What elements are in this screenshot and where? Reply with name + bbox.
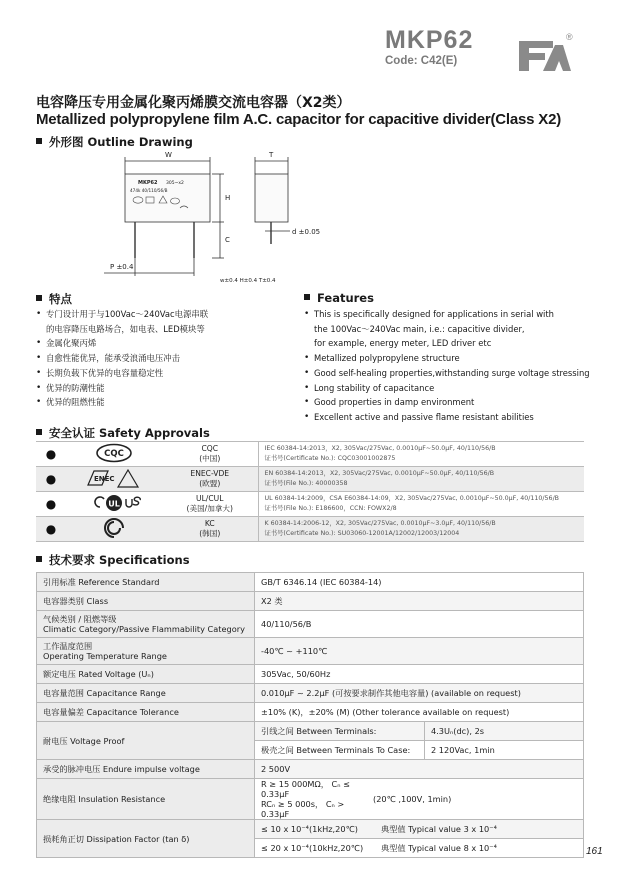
- label-w: W: [165, 151, 172, 159]
- spec-key: 工作温度范围 Operating Temperature Range: [37, 638, 255, 665]
- bullet-square-icon: [36, 429, 42, 435]
- features-cn-list: [36, 307, 208, 410]
- table-row: [37, 638, 584, 665]
- spec-value: ≤ 10 x 10⁻⁴(1kHz,20℃) 典型值 Typical value 3 x 10⁻⁴: [255, 820, 584, 839]
- enec-mark-icon: [66, 467, 162, 492]
- bullet-square-icon: [304, 294, 310, 300]
- company-logo: [519, 31, 575, 71]
- spec-value: -40℃ ~ +110℃: [255, 638, 584, 665]
- spec-value: 2 120Vac, 1min: [425, 741, 584, 760]
- spec-value: ±10% (K)，±20% (M) (Other tolerance available on request): [255, 703, 584, 722]
- table-row: [36, 517, 584, 542]
- spec-key: 耐电压 Voltage Proof: [37, 722, 255, 760]
- bullet-square-icon: [36, 295, 42, 301]
- label-h: H: [225, 194, 231, 202]
- table-row: [37, 820, 584, 839]
- enec-mark-text: ENEC: [94, 475, 115, 483]
- agency-cell: KC (韩国): [162, 517, 258, 542]
- spec-value: 2 500V: [255, 760, 584, 779]
- list-item: • 优异的防潮性能: [36, 381, 208, 396]
- dot-icon: ●: [36, 467, 66, 492]
- table-row: [37, 611, 584, 638]
- bullet-square-icon: [36, 556, 42, 562]
- features-cn-heading: 特点: [36, 291, 72, 307]
- spec-key: 引用标准 Reference Standard: [37, 573, 255, 592]
- title-chinese: 电容降压专用金属化聚丙烯膜交流电容器（X2类）: [36, 95, 351, 111]
- spec-value: X2 类: [255, 592, 584, 611]
- list-item-continuation: 的电容降压电路场合，如电表、LED模块等: [46, 323, 205, 334]
- features-en-list: [304, 307, 590, 425]
- kc-mark-icon: [66, 517, 162, 542]
- list-item: • Good properties in damp environment: [304, 395, 590, 410]
- list-item: • This is specifically designed for applications in serial with: [304, 307, 590, 322]
- table-row: [36, 492, 584, 517]
- standard-cell: EN 60384-14:2013，X2, 305Vac/275Vac, 0.0010μF~50.0μF, 40/110/56/B 证书号(File No.): 40000358: [258, 467, 584, 492]
- list-item: • 金属化聚丙烯: [36, 336, 208, 351]
- label-p: P ±0.4: [110, 263, 134, 271]
- standard-cell: K 60384-14:2006-12，X2, 305Vac/275Vac, 0.0010μF~3.0μF, 40/110/56/B 证书号(Certificate No.): SU03060-12001A/12002/12003/12004: [258, 517, 584, 542]
- dot-icon: ●: [36, 492, 66, 517]
- body-model: MKP62: [138, 180, 158, 186]
- spec-table: [36, 572, 584, 858]
- standard-cell: UL 60384-14:2009，CSA E60384-14:09，X2, 305Vac/275Vac, 0.0010μF~50.0μF, 40/110/56/B 证书号(File No.): E186600，CCN: FOWX2/8: [258, 492, 584, 517]
- dot-icon: ●: [36, 442, 66, 467]
- agency-cell: UL/CUL (美国/加拿大): [162, 492, 258, 517]
- spec-key: 绝缘电阻 Insulation Resistance: [37, 779, 255, 820]
- spec-subkey: 引线之间 Between Terminals:: [255, 722, 425, 741]
- table-row: [37, 684, 584, 703]
- agency-cell: ENEC-VDE (欧盟): [162, 467, 258, 492]
- spec-key: 气候类别 / 阻燃等级 Climatic Category/Passive Flammability Category: [37, 611, 255, 638]
- list-item-continuation: the 100Vac～240Vac main, i.e.: capacitive divider,: [314, 323, 525, 334]
- table-row: [37, 573, 584, 592]
- label-tolerance: w±0.4 H±0.4 T±0.4: [220, 278, 276, 284]
- table-row: [36, 467, 584, 492]
- list-item: • Long stability of capacitance: [304, 381, 590, 396]
- agency-cell: CQC (中国): [162, 442, 258, 467]
- dot-icon: ●: [36, 517, 66, 542]
- spec-value: GB/T 6346.14 (IEC 60384-14): [255, 573, 584, 592]
- list-item: • Metallized polypropylene structure: [304, 351, 590, 366]
- spec-value: 4.3Uₙ(dc), 2s: [425, 722, 584, 741]
- spec-value: 40/110/56/B: [255, 611, 584, 638]
- page-number: 161: [586, 846, 603, 857]
- safety-table: [36, 441, 584, 542]
- spec-key: 承受的脉冲电压 Endure impulse voltage: [37, 760, 255, 779]
- label-t: T: [269, 151, 274, 159]
- list-item: • 优异的阻燃性能: [36, 395, 208, 410]
- spec-key: 损耗角正切 Dissipation Factor (tan δ): [37, 820, 255, 858]
- table-row: [37, 665, 584, 684]
- list-item: • Excellent active and passive flame resistant abilities: [304, 410, 590, 425]
- label-c: C: [225, 236, 230, 244]
- table-row: [37, 703, 584, 722]
- table-row: [37, 722, 584, 741]
- ul-mark-icon: [66, 492, 162, 517]
- table-row: [36, 442, 584, 467]
- product-code: Code: C42(E): [385, 55, 458, 67]
- table-row: [37, 592, 584, 611]
- outline-drawing: [80, 148, 360, 293]
- spec-subkey: 极壳之间 Between Terminals To Case:: [255, 741, 425, 760]
- spec-value: 305Vac, 50/60Hz: [255, 665, 584, 684]
- body-rating: 305~x2: [166, 181, 184, 186]
- list-item: • 自愈性能优异，能承受浪涌电压冲击: [36, 351, 208, 366]
- spec-key: 电容量范围 Capacitance Range: [37, 684, 255, 703]
- registered-mark: ®: [566, 32, 573, 42]
- spec-key: 电容量偏差 Capacitance Tolerance: [37, 703, 255, 722]
- ul-mark-text: UL: [108, 499, 120, 509]
- product-model: MKP62: [385, 26, 474, 54]
- spec-heading: 技术要求 Specifications: [36, 552, 190, 568]
- table-row: [37, 779, 584, 820]
- standard-cell: IEC 60384-14:2013，X2, 305Vac/275Vac, 0.0010μF~50.0μF, 40/110/56/B 证书号(Certificate No.): CQC03001002875: [258, 442, 584, 467]
- outline-heading: 外形图 Outline Drawing: [36, 134, 193, 150]
- safety-heading: 安全认证 Safety Approvals: [36, 425, 210, 441]
- title-english: Metallized polypropylene film A.C. capacitor for capacitive divider(Class X2): [36, 111, 562, 128]
- spec-value: R ≥ 15 000MΩ， Cₙ ≤ 0.33μF RCₙ ≥ 5 000s， Cₙ > 0.33μF (20℃ ,100V, 1min): [255, 779, 584, 820]
- label-d: d ±0.05: [292, 228, 321, 236]
- spec-key: 电容器类别 Class: [37, 592, 255, 611]
- list-item: • 长期负载下优异的电容量稳定性: [36, 366, 208, 381]
- body-line2: 474k 40/110/56/B: [130, 188, 168, 193]
- spec-value: 0.010μF ~ 2.2μF (可按要求制作其他电容量) (available on request): [255, 684, 584, 703]
- table-row: [37, 760, 584, 779]
- cqc-mark-icon: [66, 442, 162, 467]
- list-item: • 专门设计用于与100Vac～240Vac电源串联: [36, 307, 208, 322]
- spec-value: ≤ 20 x 10⁻⁴(10kHz,20℃) 典型值 Typical value 8 x 10⁻⁴: [255, 839, 584, 858]
- features-en-heading: Features: [304, 291, 374, 305]
- spec-key: 额定电压 Rated Voltage (Uₙ): [37, 665, 255, 684]
- list-item: • Good self-healing properties,withstanding surge voltage stressing: [304, 366, 590, 381]
- bullet-square-icon: [36, 138, 42, 144]
- list-item-continuation: for example, energy meter, LED driver etc: [314, 338, 492, 349]
- cqc-mark-text: CQC: [104, 449, 124, 459]
